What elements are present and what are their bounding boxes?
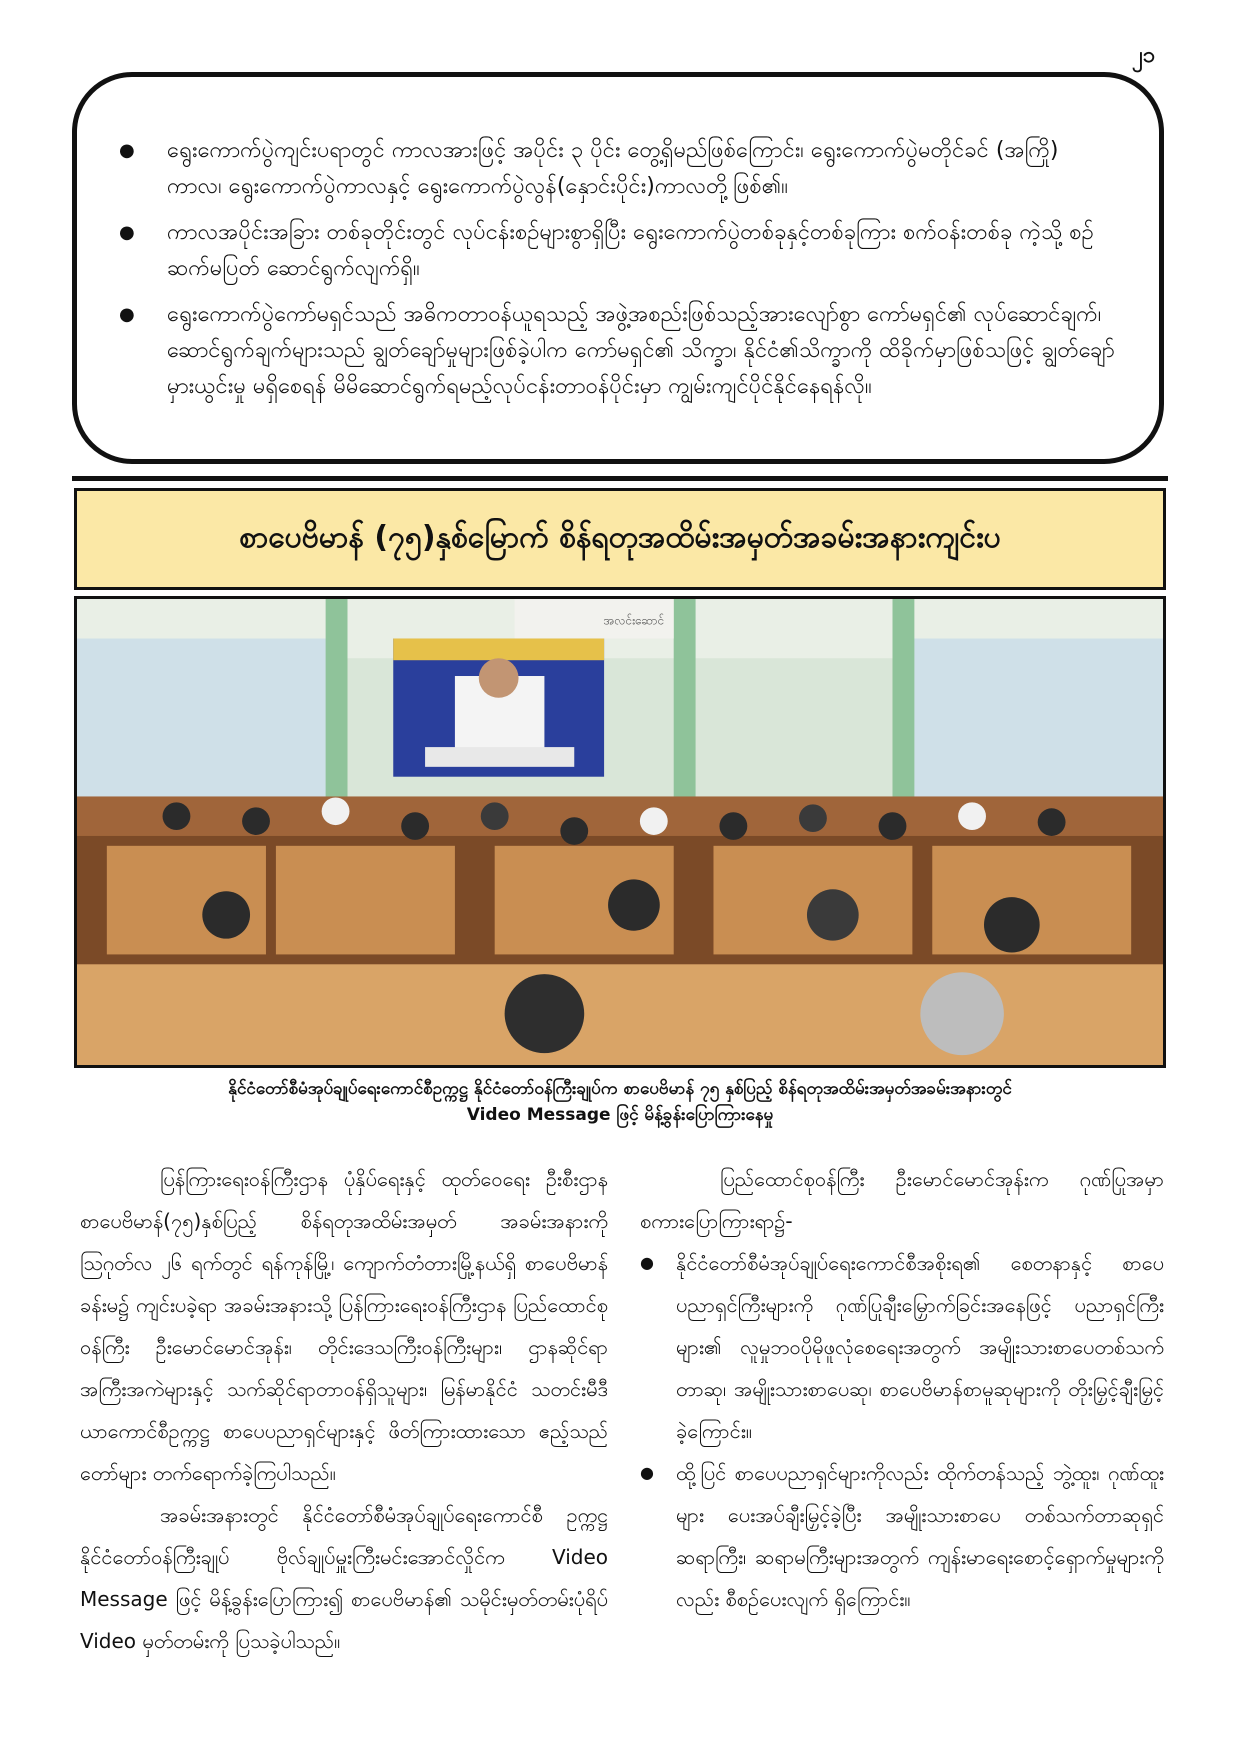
article-paragraph: အခမ်းအနားတွင် နိုင်ငံတော်စီမံအုပ်ချုပ်ရေးကောင်စီ ဥက္ကဋ္ဌ နိုင်ငံတော်ဝန်ကြီးချုပ် ဗိုလ်ချုပ်မှူးကြီးမင်းအောင်လှိုင်က Video Message ဖြင့် မိန့်ခွန်းပြောကြား၍ စာပေဗိမာန်၏ သမိုင်းမှတ်တမ်းပုံရိပ် Video မှတ်တမ်းကို ပြသခဲ့ပါသည်။ xyxy=(80,1503,608,1653)
speech-point: ● ထို့ပြင် စာပေပညာရှင်များကိုလည်း ထိုက်တန်သည့် ဘွဲ့ထူး၊ ဂုဏ်ထူးများ ပေးအပ်ချီးမြှင့်ခဲ့ပြီး အမျိုးသားစာပေ တစ်သက်တာဆုရှင် ဆရာကြီး၊ ဆရာမကြီးများအတွက် ကျန်းမာရေးစောင့်ရှောက်မှုများကိုလည်း စီစဉ်ပေးလျက် ရှိကြောင်း။ xyxy=(640,1452,1164,1620)
headline: စာပေဗိမာန် (၇၅)နှစ်မြောက် စိန်ရတုအထိမ်းအမှတ်အခမ်းအနားကျင်းပ xyxy=(239,519,1001,555)
article-paragraph: ပြန်ကြားရေးဝန်ကြီးဌာန ပုံနှိပ်ရေးနှင့် ထုတ်ဝေရေး ဦးစီးဌာန စာပေဗိမာန်(၇၅)နှစ်ပြည့် စိန်ရတုအထိမ်းအမှတ် အခမ်းအနားကို ဩဂုတ်လ ၂၆ ရက်တွင် ရန်ကုန်မြို့၊ ကျောက်တံတားမြို့နယ်ရှိ စာပေဗိမာန်ခန်းမ၌ ကျင်းပခဲ့ရာ အခမ်းအနားသို့ ပြန်ကြားရေးဝန်ကြီးဌာန ပြည်ထောင်စုဝန်ကြီး ဦးမောင်မောင်အုန်း၊ တိုင်းဒေသကြီးဝန်ကြီးများ၊ ဌာနဆိုင်ရာ အကြီးအကဲများနှင့် သက်ဆိုင်ရာတာဝန်ရှိသူများ၊ မြန်မာနိုင်ငံ သတင်းမီဒီယာကောင်စီဥက္ကဋ္ဌ စာပေပညာရှင်များနှင့် ဖိတ်ကြားထားသော ဧည့်သည်တော်များ တက်ရောက်ခဲ့ကြပါသည်။ xyxy=(80,1167,608,1485)
speech-points xyxy=(640,1242,1164,1620)
caption-line: Video Message ဖြင့် မိန့်ခွန်းပြောကြားနေမှု xyxy=(466,1105,774,1125)
summary-item: ● ရွေးကောက်ပွဲကော်မရှင်သည် အဓိကတာဝန်ယူရသည့် အဖွဲ့အစည်းဖြစ်သည့်အားလျော်စွာ ကော်မရှင်၏ လုပ်ဆောင်ချက်၊ ဆောင်ရွက်ချက်များသည် ချွတ်ချော်မှုများဖြစ်ခဲ့ပါက ကော်မရှင်၏ သိက္ခာ၊ နိုင်ငံ၏သိက္ခာကို ထိခိုက်မှာဖြစ်သဖြင့် ချွတ်ချော်မှားယွင်းမှု မရှိစေရန် မိမိဆောင်ရွက်ရမည့်လုပ်ငန်းတာဝန်ပိုင်းမှာ ကျွမ်းကျင်ပိုင်နိုင်နေရန်လို။ xyxy=(117,297,1119,405)
caption-line: နိုင်ငံတော်စီမံအုပ်ချုပ်ရေးကောင်စီဥက္ကဋ္ဌ နိုင်ငံတော်ဝန်ကြီးချုပ်က စာပေဗိမာန် ၇၅ နှစ်ပြည့် စိန်ရတုအထိမ်းအမှတ်အခမ်းအနားတွင် xyxy=(228,1079,1012,1099)
event-photo-illustration xyxy=(77,599,1163,1065)
summary-item: ● ကာလအပိုင်းအခြား တစ်ခုတိုင်းတွင် လုပ်ငန်းစဉ်များစွာရှိပြီး ရွေးကောက်ပွဲတစ်ခုနှင့်တစ်ခုကြား စက်ဝန်းတစ်ခု ကဲ့သို့ စဉ်ဆက်မပြတ် ဆောင်ရွက်လျက်ရှိ။ xyxy=(117,215,1119,287)
speech-point: ● နိုင်ငံတော်စီမံအုပ်ချုပ်ရေးကောင်စီအစိုးရ၏ စေတနာနှင့် စာပေပညာရှင်ကြီးများကို ဂုဏ်ပြုချီးမြှောက်ခြင်းအနေဖြင့် ပညာရှင်ကြီးများ၏ လူမှုဘဝပိုမိုဖူလုံစေရေးအတွက် အမျိုးသားစာပေတစ်သက်တာဆု၊ အမျိုးသားစာပေဆု၊ စာပေဗိမာန်စာမူဆုများကို တိုးမြှင့်ချီးမြှင့်ခဲ့ကြောင်း။ xyxy=(640,1242,1164,1452)
summary-list xyxy=(117,133,1119,405)
article-right-column xyxy=(640,1158,1164,1620)
summary-item: ● ရွေးကောက်ပွဲကျင်းပရာတွင် ကာလအားဖြင့် အပိုင်း ၃ ပိုင်း တွေ့ရှိမည်ဖြစ်ကြောင်း၊ ရွေးကောက်ပွဲမတိုင်ခင် (အကြို) ကာလ၊ ရွေးကောက်ပွဲကာလနှင့် ရွေးကောက်ပွဲလွန်(နှောင်းပိုင်း)ကာလတို့ဖြစ်၏။ xyxy=(117,133,1119,205)
article-left-column xyxy=(80,1158,608,1662)
page-number: ၂၁ xyxy=(1132,43,1156,68)
summary-box xyxy=(72,72,1164,464)
headline-banner xyxy=(74,488,1166,590)
photo-caption xyxy=(74,1076,1166,1128)
divider xyxy=(72,476,1168,481)
photo-sign-text: အလင်းဆောင် xyxy=(603,613,665,628)
article-paragraph: ပြည်ထောင်စုဝန်ကြီး ဦးမောင်မောင်အုန်းက ဂုဏ်ပြုအမှာစကားပြောကြားရာ၌- xyxy=(640,1167,1164,1233)
event-photo xyxy=(74,596,1166,1068)
